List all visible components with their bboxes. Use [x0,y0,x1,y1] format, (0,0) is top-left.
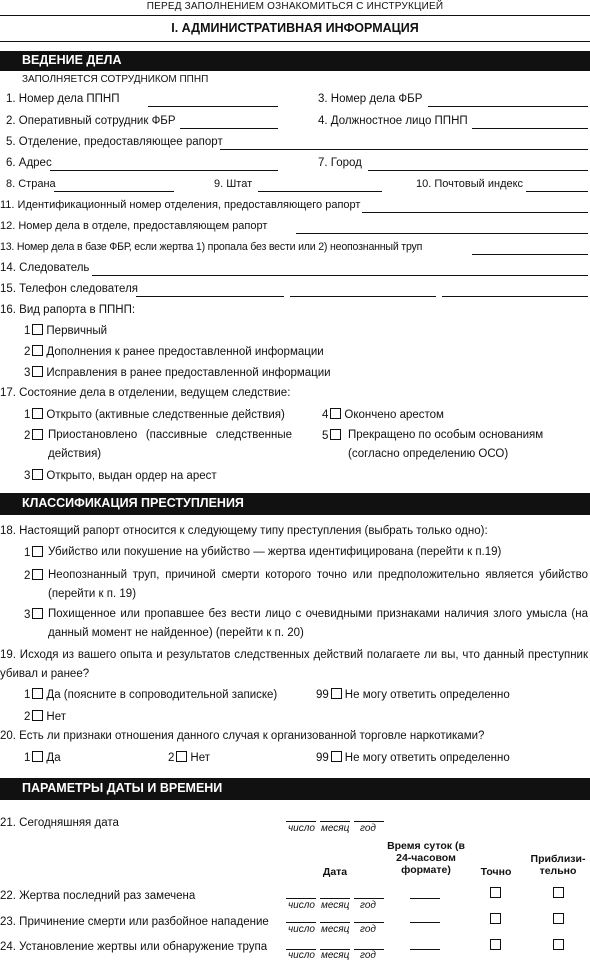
found-year-caption: год [360,950,376,961]
col-exact-header: Точно [480,866,512,878]
status-terminated-marker[interactable] [322,429,344,442]
checkbox[interactable] [32,345,43,356]
field-2-input[interactable] [180,128,278,129]
field-5-input[interactable] [220,149,588,150]
last-seen-day-caption: число [288,900,315,911]
instruction-notice: ПЕРЕД ЗАПОЛНЕНИЕМ ОЗНАКОМИТЬСЯ С ИНСТРУКЦИЕЙ [146,1,444,12]
status-suspended-marker[interactable] [24,429,46,442]
field-12-label: 12. Номер дела в отделе, предоставляющем рапорт [0,220,268,232]
checkbox[interactable] [331,688,342,699]
last-seen-exact-checkbox[interactable] [490,887,501,898]
field-6-input[interactable] [50,170,278,171]
found-month-caption: месяц [321,950,350,961]
field-23-label: 23. Причинение смерти или разбойное нападение [0,916,269,928]
crime-type-3-marker[interactable] [24,608,46,621]
field-4-label: 4. Должностное лицо ППНП [318,115,468,127]
field-3-label: 3. Номер дела ФБР [318,93,423,105]
checkbox[interactable] [32,688,43,699]
option-number: 5 [322,430,329,442]
field-8-label: 8. Страна [6,178,56,190]
field-4-input[interactable] [472,128,588,129]
checkbox[interactable] [32,469,43,480]
option-label: Не могу ответить определенно [344,752,510,764]
status-open-warrant[interactable] [24,469,217,482]
option-number: 1 [24,752,31,764]
field-14-label: 14. Следователь [0,262,90,274]
drugs-unsure[interactable] [316,751,510,764]
death-month-caption: месяц [321,924,350,935]
checkbox[interactable] [32,366,43,377]
checkbox[interactable] [331,751,342,762]
field-2-label: 2. Оперативный сотрудник ФБР [6,115,176,127]
report-type-supplement[interactable] [24,345,324,358]
option-number: 3 [24,609,31,621]
crime-type-1-label: Убийство или покушение на убийство — жертва идентифицирована (перейти к п.19) [48,546,502,558]
checkbox[interactable] [32,429,43,440]
option-number: 1 [24,547,31,559]
killed-before-no[interactable] [24,710,66,723]
field-1-input[interactable] [148,106,278,107]
option-label: Первичный [46,325,108,337]
last-seen-time-input[interactable] [410,898,440,899]
today-month-caption: месяц [321,823,350,834]
status-terminated-label: Прекращено по особым основаниям (согласно определению ОСО) [348,429,544,460]
death-exact-checkbox[interactable] [490,913,501,924]
crime-type-2-label: Неопознанный труп, причиной смерти которого точно или предположительно является убийство (перейти к п. 19) [48,569,588,600]
field-7-label: 7. Город [318,157,362,169]
col-date-header: Дата [322,866,348,878]
field-6-label: 6. Адрес [6,157,52,169]
checkbox[interactable] [32,546,43,557]
status-suspended-label: Приостановлено (пассивные следственные действия) [48,429,292,460]
checkbox[interactable] [32,408,43,419]
death-year-input[interactable] [354,922,384,923]
last-seen-day-input[interactable] [286,898,316,899]
field-15-input-c[interactable] [442,296,588,297]
field-10-input[interactable] [526,191,588,192]
crime-classification-bar: КЛАССИФИКАЦИЯ ПРЕСТУПЛЕНИЯ [0,493,590,515]
crime-type-1-marker[interactable] [24,546,46,559]
last-seen-year-input[interactable] [354,898,384,899]
header-rule-bottom [0,41,590,42]
today-year-input[interactable] [354,821,384,822]
field-17-label: 17. Состояние дела в отделении, ведущем следствие: [0,387,291,399]
option-label: Исправления в ранее предоставленной информации [46,367,331,379]
found-day-caption: число [288,950,315,961]
field-12-input[interactable] [296,233,588,234]
killed-before-yes[interactable] [24,688,277,701]
option-number: 99 [316,752,329,764]
section-title: I. АДМИНИСТРАТИВНАЯ ИНФОРМАЦИЯ [171,21,419,35]
field-7-input[interactable] [368,170,588,171]
option-number: 1 [24,689,31,701]
field-8-input[interactable] [54,191,174,192]
option-number: 2 [168,752,175,764]
field-11-label: 11. Идентификационный номер отделения, предоставляющего рапорт [0,199,361,211]
option-label: Да [46,752,61,764]
death-month-input[interactable] [320,922,350,923]
death-approx-checkbox[interactable] [553,913,564,924]
checkbox[interactable] [176,751,187,762]
today-day-input[interactable] [286,821,316,822]
last-seen-month-caption: месяц [321,900,350,911]
option-number: 2 [24,570,31,582]
status-closed-arrest[interactable] [322,408,444,421]
option-label: Дополнения к ранее предоставленной информации [46,346,324,358]
option-label: Да (поясните в сопроводительной записке) [46,689,278,701]
field-24-label: 24. Установление жертвы или обнаружение трупа [0,941,268,953]
col-time-header: Время суток (в 24-часовом формате) [387,840,465,876]
option-number: 4 [322,409,329,421]
today-month-input[interactable] [320,821,350,822]
case-management-bar: ВЕДЕНИЕ ДЕЛА [0,51,590,71]
found-exact-checkbox[interactable] [490,939,501,950]
death-time-input[interactable] [410,922,440,923]
checkbox[interactable] [32,324,43,335]
field-21-label: 21. Сегодняшняя дата [0,817,119,829]
checkbox[interactable] [330,408,341,419]
status-open[interactable] [24,408,285,421]
report-type-primary[interactable] [24,324,107,337]
field-19-label: 19. Исходя из вашего опыта и результатов следственных действий полагаете ли вы, что данный преступник убивал и ранее? [0,649,588,680]
field-18-label: 18. Настоящий рапорт относится к следующему типу преступления (выбрать только одно): [0,525,488,537]
crime-type-2-marker[interactable] [24,569,46,582]
field-15-input-a[interactable] [136,296,284,297]
field-1-label: 1. Номер дела ППНП [6,93,120,105]
checkbox[interactable] [32,751,43,762]
option-number: 3 [24,470,31,482]
checkbox[interactable] [32,569,43,580]
option-number: 1 [24,325,31,337]
option-label: Окончено арестом [344,409,444,421]
death-year-caption: год [360,924,376,935]
field-10-label: 10. Почтовый индекс [416,178,524,190]
last-seen-month-input[interactable] [320,898,350,899]
crime-type-3-label: Похищенное или пропавшее без вести лицо с очевидными признаками наличия злого умысла (на данный момент не найденное) (перейти к п. 20) [48,608,588,639]
drugs-yes[interactable] [24,751,61,764]
field-9-input[interactable] [258,191,382,192]
drugs-no[interactable] [168,751,210,764]
option-number: 2 [24,346,31,358]
field-15-label: 15. Телефон следователя [0,283,139,295]
case-subtitle: ЗАПОЛНЯЕТСЯ СОТРУДНИКОМ ППНП [22,74,209,85]
option-label: Нет [190,752,210,764]
field-16-label: 16. Вид рапорта в ППНП: [0,304,136,316]
col-approx-header: Приблизи-тельно [530,853,586,877]
field-13-input[interactable] [472,254,588,255]
last-seen-year-caption: год [360,900,376,911]
killed-before-unsure[interactable] [316,688,510,701]
checkbox[interactable] [32,608,43,619]
field-9-label: 9. Штат [214,178,253,190]
death-day-input[interactable] [286,922,316,923]
option-label: Открыто, выдан ордер на арест [46,470,217,482]
last-seen-approx-checkbox[interactable] [553,887,564,898]
checkbox[interactable] [330,429,341,440]
field-15-input-b[interactable] [290,296,436,297]
option-number: 99 [316,689,329,701]
option-number: 2 [24,430,31,442]
field-20-label: 20. Есть ли признаки отношения данного случая к организованной торговле наркотиками? [0,730,485,742]
field-22-label: 22. Жертва последний раз замечена [0,890,196,902]
found-approx-checkbox[interactable] [553,939,564,950]
option-number: 3 [24,367,31,379]
option-label: Нет [46,711,66,723]
date-time-bar: ПАРАМЕТРЫ ДАТЫ И ВРЕМЕНИ [0,778,590,800]
option-number: 1 [24,409,31,421]
field-3-input[interactable] [428,106,588,107]
header-rule-top [0,15,590,16]
today-year-caption: год [360,823,376,834]
field-13-label: 13. Номер дела в базе ФБР, если жертва 1) пропала без вести или 2) неопознанный труп [0,241,423,253]
report-type-correction[interactable] [24,366,331,379]
found-time-input[interactable] [410,949,440,950]
checkbox[interactable] [32,710,43,721]
field-14-input[interactable] [92,275,588,276]
option-label: Открыто (активные следственные действия) [46,409,285,421]
option-label: Не могу ответить определенно [344,689,510,701]
option-number: 2 [24,711,31,723]
field-11-input[interactable] [362,212,588,213]
field-5-label: 5. Отделение, предоставляющее рапорт [6,136,223,148]
death-day-caption: число [288,924,315,935]
today-day-caption: число [288,823,315,834]
